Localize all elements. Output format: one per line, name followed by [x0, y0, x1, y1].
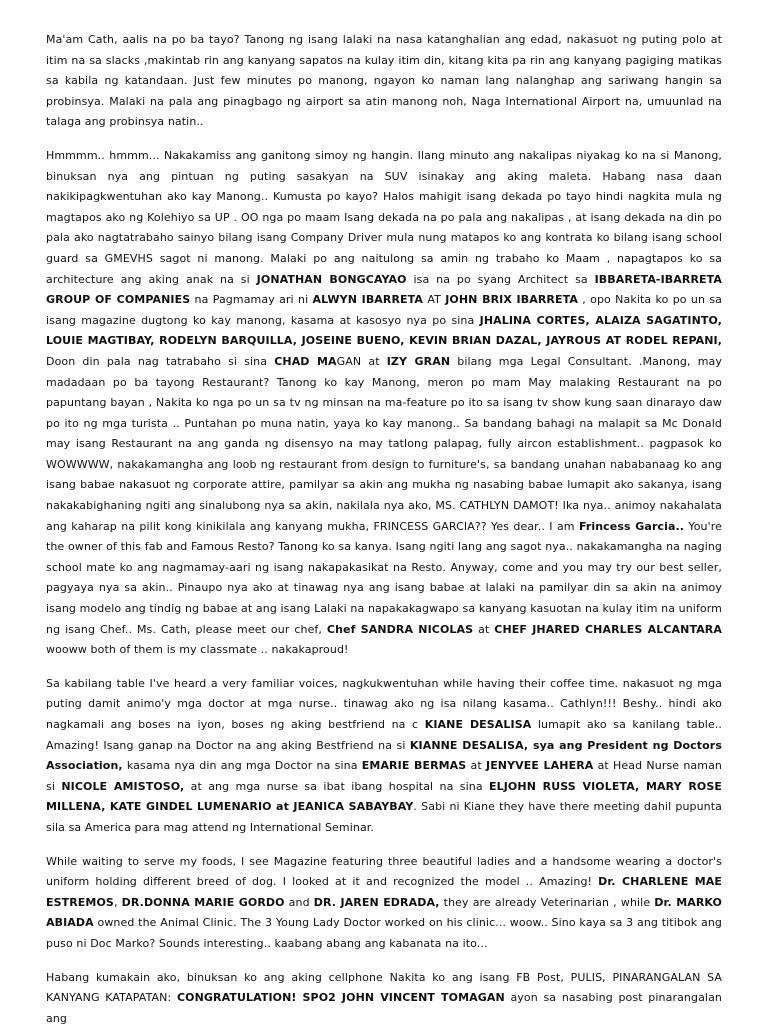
bold-text: CONGRATULATION! SPO2 JOHN VINCENT TOMAGAN — [176, 991, 505, 1005]
bold-text: ALWYN IBARRETA — [312, 293, 424, 307]
body-text: and — [284, 895, 314, 909]
body-text: , opo Nakita ko po un sa isang magazine dugtong ko kay manong, kasama at kasosyo nya po sina — [46, 293, 723, 327]
bold-text: IZY GRAN — [386, 354, 451, 368]
bold-text: ELJOHN RUSS VIOLETA, MARY ROSE MILLENA, KATE GINDEL LUMENARIO at JEANICA SABAYBAY — [46, 779, 722, 814]
body-text: na Pagmamay ari ni — [190, 293, 313, 307]
body-text: Sa kabilang table I've heard a very familiar voices, nagkukwentuhan while having their coffee time. nakasuot ng mga puting damit animo'y mga doctor at mga nurse.. tinawag ako ng isa nilang kasama.. Cathlyn!!! Beshy.. hindi ako nagkamali ang boses na iyon, boses ng aking bestfriend na c — [46, 676, 722, 731]
body-text: . Sabi ni Kiane they have there meeting dahil pupunta sila sa America para mag attend ng International Seminar. — [46, 800, 722, 834]
body-text: they are already Veterinarian , while — [439, 895, 655, 909]
bold-text: Frincess Garcia.. — [578, 519, 685, 533]
bold-text: CHEF JHARED CHARLES ALCANTARA — [494, 622, 722, 636]
body-text: ayon sa nasabing post pinarangalan ang — [46, 991, 722, 1025]
body-text: kasama nya din ang mga Doctor na sina — [122, 759, 362, 773]
body-text: GAN at — [336, 354, 387, 368]
document-body — [46, 30, 722, 1029]
body-text: owned the Animal Clinic. The 3 Young Lady Doctor worked on his clinic... woow.. Sino kaya sa 3 ang titibok ang puso ni Doc Marko? Sounds interesting.. kaabang abang ang kabanata na ito... — [46, 916, 722, 950]
body-text: bilang mga Legal Consultant. .Manong, may madadaan po ba tayong Restaurant? Tanong ko kay Manong, meron po mam May malaking Restaurant na po papuntang bayan , Nakita ko nga po un sa tv ng minsan na ma-feature po ito sa isang tv show kung saan dinarayo daw po ito ng mga turista .. Puntahan po muna natin, yaya ko kay manong.. Sa bandang bahagi na malapit sa Mc Donald may isang Restaurant na ang ganda ng disensyo na may tatlong palapag, fully aircon establishment.. pagpasok ko WOWWWW, nakakamangha ang loob ng restaurant from design to furniture's, sa bandang unahan nababanaag ko ang isang babae nakasuot ng corporate attire, pamilyar sa akin ang mukha ng nasabing babae lumapit ako sakanya, isang nakakabighaning ngiti ang sinalubong nya sa akin, nakilala nya ako, MS. CATHLYN DAMOT! Ika nya.. animoy nakahalata ang kaharap na pilit kong kinikilala ang kanyang mukha, FRINCESS GARCIA?? Yes dear.. I am — [46, 354, 722, 533]
body-text: at Head Nurse naman si — [46, 759, 722, 793]
bold-text: JHALINA CORTES, ALAIZA SAGATINTO, LOUIE MAGTIBAY, RODELYN BARQUILLA, JOSEINE BUENO, KEVIN BRIAN DAZAL, JAYROUS AT RODEL REPANI, — [46, 313, 722, 348]
body-text: AT — [423, 293, 446, 307]
body-text: isa na po syang Architect sa — [406, 272, 595, 286]
bold-text: Dr. MARKO ABIADA — [46, 895, 722, 930]
paragraph — [46, 852, 722, 955]
body-text: , — [113, 895, 122, 909]
bold-text: Dr. CHARLENE MAE ESTREMOS — [46, 875, 722, 909]
bold-text: DR. JAREN EDRADA, — [313, 895, 440, 909]
body-text: Ma'am Cath, aalis na po ba tayo? Tanong ng isang lalaki na nasa katanghalian ang edad, nakasuot ng puting polo at itim na sa slacks ,makintab rin ang kanyang sapatos na kulay itim din, kitang kita pa rin ang kanyang pagiging matikas sa kabila ng katandaan. Just few minutes po manong, ngayon ko naman lang nalanghap ang sariwang hangin sa probinsya. Malaki na pala ang pinagbago ng airport sa atin manong noh, Naga International Airport na, umuunlad na talaga ang probinsya natin.. — [46, 33, 722, 129]
bold-text: JONATHAN BONGCAYAO — [256, 272, 407, 286]
bold-text: Chef SANDRA NICOLAS — [326, 622, 474, 636]
bold-text: JOHN BRIX IBARRETA — [445, 293, 578, 307]
paragraph — [46, 146, 722, 661]
bold-text: KIANE DESALISA — [424, 718, 532, 731]
bold-text: DR.DONNA MARIE GORDO — [121, 895, 285, 909]
body-text: Doon din pala nag tatrabaho si sina — [46, 354, 275, 368]
bold-text: CHAD MA — [274, 354, 337, 368]
bold-text: NICOLE AMISTOSO, — [61, 779, 185, 793]
body-text: Habang kumakain ako, binuksan ko ang aking cellphone Nakita ko ang isang FB Post, PULIS, PINARANGALAN SA KANYANG KATAPATAN: — [46, 970, 722, 1005]
bold-text: KIANNE DESALISA, sya ang President ng Doctors Association, — [46, 738, 722, 773]
bold-text: EMARIE BERMAS — [361, 759, 467, 773]
body-text: Hmmmm.. hmmm... Nakakamiss ang ganitong simoy ng hangin. Ilang minuto ang nakalipas niyakag ko na si Manong, binuksan nya ang pintuan ng puting sasakyan na SUV isinakay ang aking maleta. Habang nasa daan nakikipagkwentuhan ako kay Manong.. Kumusta po kayo? Halos mahigit isang dekada po tayo hindi nagkita mula ng magtapos ako ng Kolehiyo sa UP . OO nga po maam Isang dekada na po pala ang nakalipas , at isang dekada na din po pala ako nagtatrabaho sainyo bilang isang Company Driver mula nung matapos ko ang kontrata ko bilang isang school guard sa GMEVHS sagot ni manong. Malaki po ang naitulong sa amin ng trabaho ko Maam , napagtapos ko sa architecture ang aking anak na si — [46, 148, 722, 286]
paragraph — [46, 30, 722, 133]
body-text: You're the owner of this fab and Famous Resto? Tanong ko sa kanya. Isang ngiti lang ang sagot nya.. nakakamangha na naging school mate ko ang nagmamay-aari ng isang nakapakasikat na Resto. Anyway, come and you may try our best seller, pagyaya nya sa akin.. Pinaupo nya ako at tinawag nya ang isang babae at lalaki na pamilyar din sa akin na animoy isang modelo ang tindig ng babae at ang isang Lalaki na napakakagwapo sa kanyang kasuotan na kulay itim na uniform ng isang Chef.. Ms. Cath, please meet our chef, — [46, 519, 722, 636]
body-text: wooww both of them is my classmate .. nakakaproud! — [46, 643, 349, 657]
paragraph — [46, 968, 722, 1029]
body-text: While waiting to serve my foods, I see Magazine featuring three beautiful ladies and a handsome wearing a doctor's uniform holding different breed of dog. I looked at it and recognized the model .. Amazing! — [46, 854, 722, 889]
bold-text: JENYVEE LAHERA — [486, 759, 594, 773]
body-text: at — [473, 622, 495, 636]
paragraph — [46, 674, 722, 839]
body-text: lumapit ako sa kanilang table.. Amazing! Isang ganap na Doctor na ang aking Bestfriend na si — [46, 718, 723, 752]
body-text: at ang mga nurse sa ibat ibang hospital na sina — [184, 779, 490, 793]
bold-text: IBBARETA-IBARRETA GROUP OF COMPANIES — [46, 272, 723, 307]
body-text: at — [466, 759, 486, 773]
